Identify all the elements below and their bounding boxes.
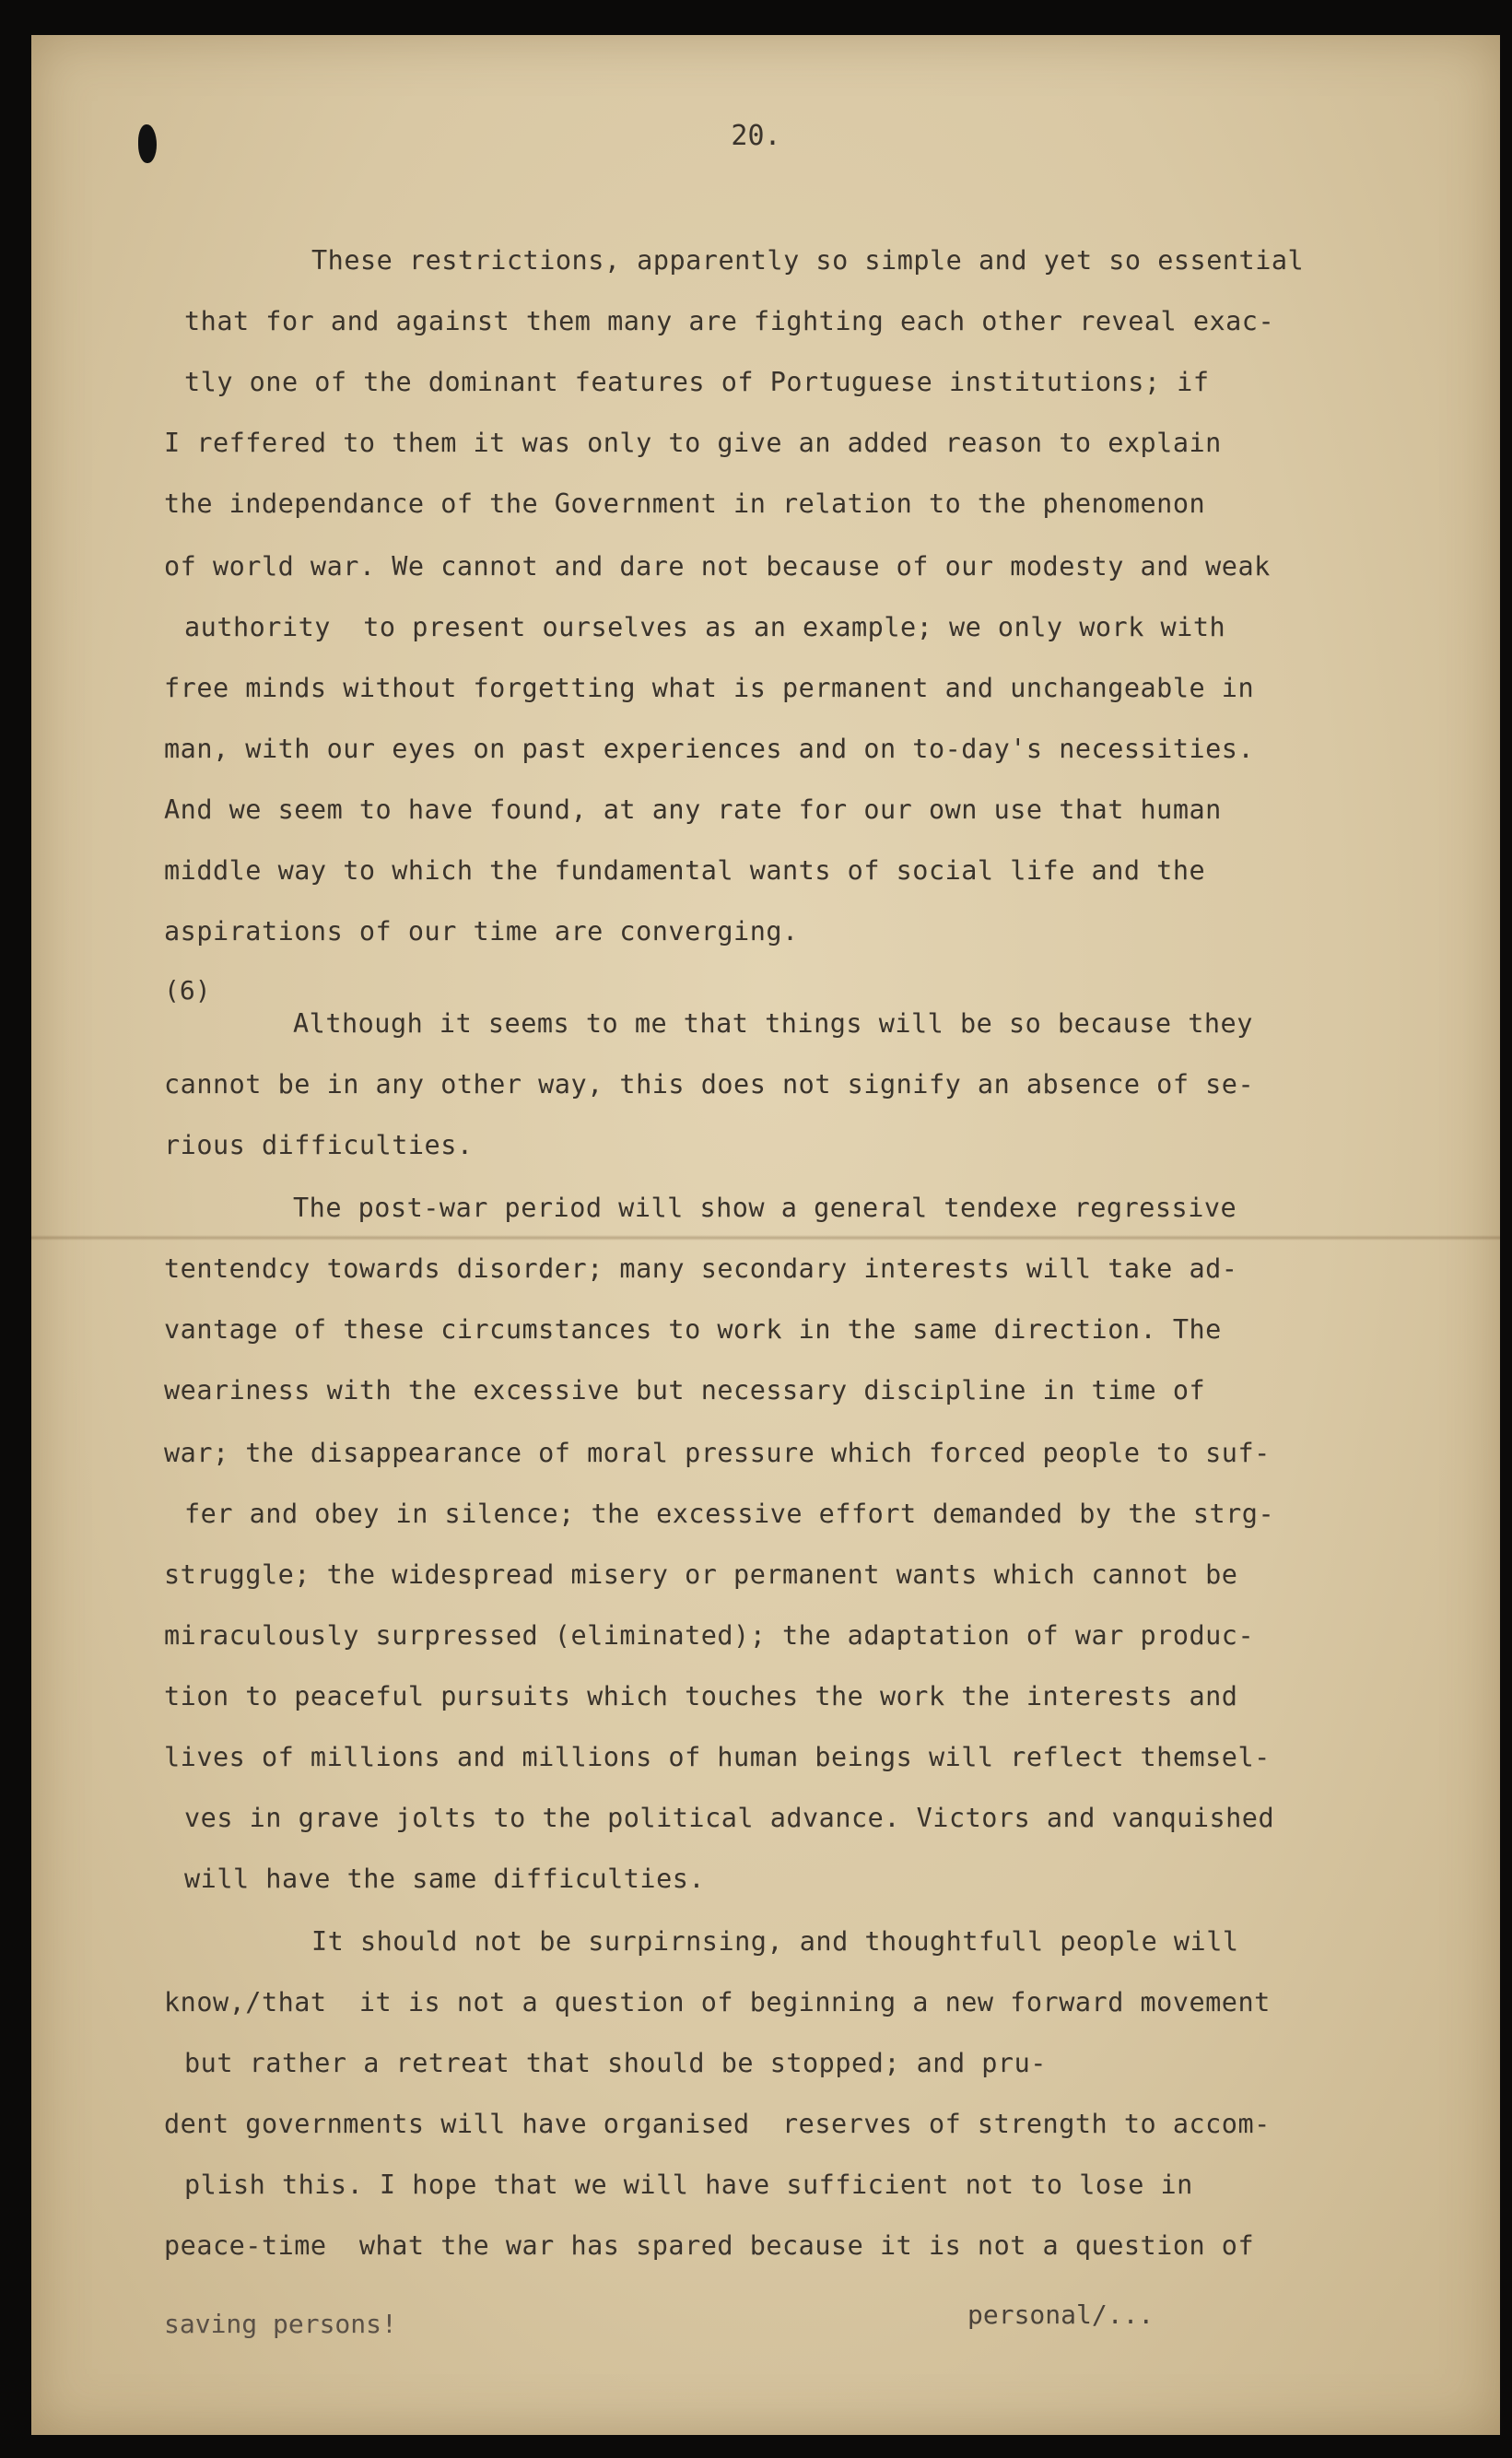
text-line: war; the disappearance of moral pressure which forced people to suf- xyxy=(164,1438,1271,1468)
text-line: free minds without forgetting what is permanent and unchangeable in xyxy=(164,673,1255,703)
text-line: man, with our eyes on past experiences and on to-day's necessities. xyxy=(164,734,1255,764)
text-line: tion to peaceful pursuits which touches the work the interests and xyxy=(164,1681,1238,1711)
text-line: And we seem to have found, at any rate for our own use that human xyxy=(164,794,1222,825)
text-line: plish this. I hope that we will have sufficient not to lose in xyxy=(184,2170,1193,2200)
text-line: authority to present ourselves as an example; we only work with xyxy=(184,612,1226,642)
text-line: the independance of the Government in relation to the phenomenon xyxy=(164,488,1206,519)
text-line: tentendcy towards disorder; many secondary interests will take ad- xyxy=(164,1253,1238,1284)
text-line: weariness with the excessive but necessary discipline in time of xyxy=(164,1375,1206,1405)
text-line: but rather a retreat that should be stopped; and pru- xyxy=(184,2048,1047,2078)
text-line: ves in grave jolts to the political advance. Victors and vanquished xyxy=(184,1803,1275,1833)
text-line: The post-war period will show a general tendexe regressive xyxy=(293,1193,1237,1223)
text-line: will have the same difficulties. xyxy=(184,1864,706,1894)
text-line: dent governments will have organised reserves of strength to accom- xyxy=(164,2109,1271,2139)
section-marker: (6) xyxy=(164,975,211,1006)
text-line: struggle; the widespread misery or permanent wants which cannot be xyxy=(164,1559,1238,1590)
text-line: Although it seems to me that things will be so because they xyxy=(293,1008,1253,1039)
text-line: know,/that it is not a question of beginning a new forward movement xyxy=(164,1987,1271,2017)
text-line: These restrictions, apparently so simple and yet so essential xyxy=(311,245,1305,276)
text-line: It should not be surpirnsing, and thoughtfull people will xyxy=(311,1926,1239,1957)
paper-fold-crease xyxy=(31,1235,1500,1241)
text-line: peace-time what the war has spared because it is not a question of xyxy=(164,2230,1255,2261)
text-line: that for and against them many are fighting each other reveal exac- xyxy=(184,306,1275,336)
text-line: aspirations of our time are converging. xyxy=(164,916,799,947)
text-line: rious difficulties. xyxy=(164,1130,474,1160)
footer-text-left: saving persons! xyxy=(164,2309,397,2339)
page-number: 20. xyxy=(731,120,781,152)
text-line: vantage of these circumstances to work in the same direction. The xyxy=(164,1314,1222,1345)
catchword: personal/... xyxy=(967,2299,1155,2330)
text-line: tly one of the dominant features of Portuguese institutions; if xyxy=(184,367,1210,397)
text-line: cannot be in any other way, this does not signify an absence of se- xyxy=(164,1069,1255,1100)
text-line: miraculously surpressed (eliminated); the adaptation of war produc- xyxy=(164,1620,1255,1651)
text-line: of world war. We cannot and dare not because of our modesty and weak xyxy=(164,551,1271,582)
text-line: middle way to which the fundamental wants of social life and the xyxy=(164,855,1206,886)
text-line: I reffered to them it was only to give an added reason to explain xyxy=(164,428,1222,458)
text-line: fer and obey in silence; the excessive effort demanded by the strg- xyxy=(184,1499,1275,1529)
text-line: lives of millions and millions of human beings will reflect themsel- xyxy=(164,1742,1271,1772)
